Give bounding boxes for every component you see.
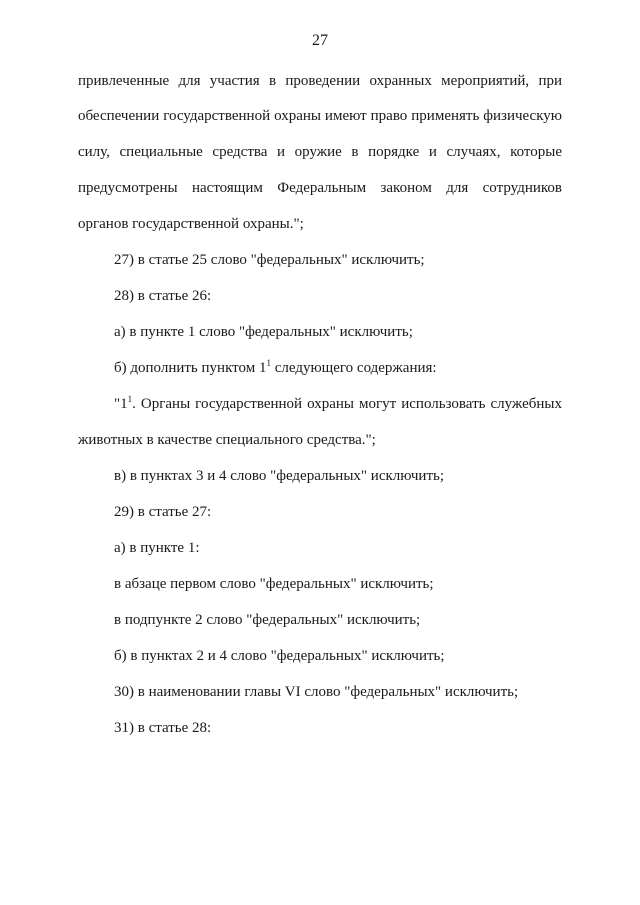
item-29-a-1: в абзаце первом слово "федеральных" исключить; bbox=[114, 576, 434, 592]
quoted-point-text: . Органы государственной охраны могут использовать служебных bbox=[132, 396, 562, 412]
paragraph-line: органов государственной охраны."; bbox=[78, 216, 304, 232]
paragraph-line: обеспечении государственной охраны имеют право применять физическую bbox=[78, 108, 562, 124]
item-28-a: а) в пункте 1 слово "федеральных" исключить; bbox=[114, 324, 413, 340]
paragraph-line: силу, специальные средства и оружие в порядке и случаях, которые bbox=[78, 144, 562, 160]
quoted-point-line bbox=[114, 395, 562, 413]
superscript: 1 bbox=[266, 358, 271, 368]
item-29-a: а) в пункте 1: bbox=[114, 540, 200, 556]
item-29-a-2: в подпункте 2 слово "федеральных" исключить; bbox=[114, 612, 421, 628]
item-28: 28) в статье 26: bbox=[114, 288, 212, 304]
item-31: 31) в статье 28: bbox=[114, 720, 212, 736]
quoted-point-line-2: животных в качестве специального средства."; bbox=[78, 432, 376, 448]
item-28-b-text: б) дополнить пунктом 1 bbox=[114, 360, 267, 376]
item-28-b bbox=[114, 359, 437, 377]
item-28-v: в) в пунктах 3 и 4 слово "федеральных" исключить; bbox=[114, 468, 445, 484]
paragraph-line: привлеченные для участия в проведении охранных мероприятий, при bbox=[78, 73, 562, 89]
item-29: 29) в статье 27: bbox=[114, 504, 212, 520]
item-29-b: б) в пунктах 2 и 4 слово "федеральных" исключить; bbox=[114, 648, 445, 664]
superscript: 1 bbox=[127, 394, 133, 404]
item-27: 27) в статье 25 слово "федеральных" исключить; bbox=[114, 252, 425, 268]
quoted-point-number: "1 bbox=[114, 396, 128, 412]
paragraph-line: предусмотрены настоящим Федеральным законом для сотрудников bbox=[78, 180, 562, 196]
item-30: 30) в наименовании главы VI слово "федеральных" исключить; bbox=[114, 684, 519, 700]
item-28-b-text-end: следующего содержания: bbox=[270, 360, 437, 376]
page-number: 27 bbox=[312, 32, 328, 49]
